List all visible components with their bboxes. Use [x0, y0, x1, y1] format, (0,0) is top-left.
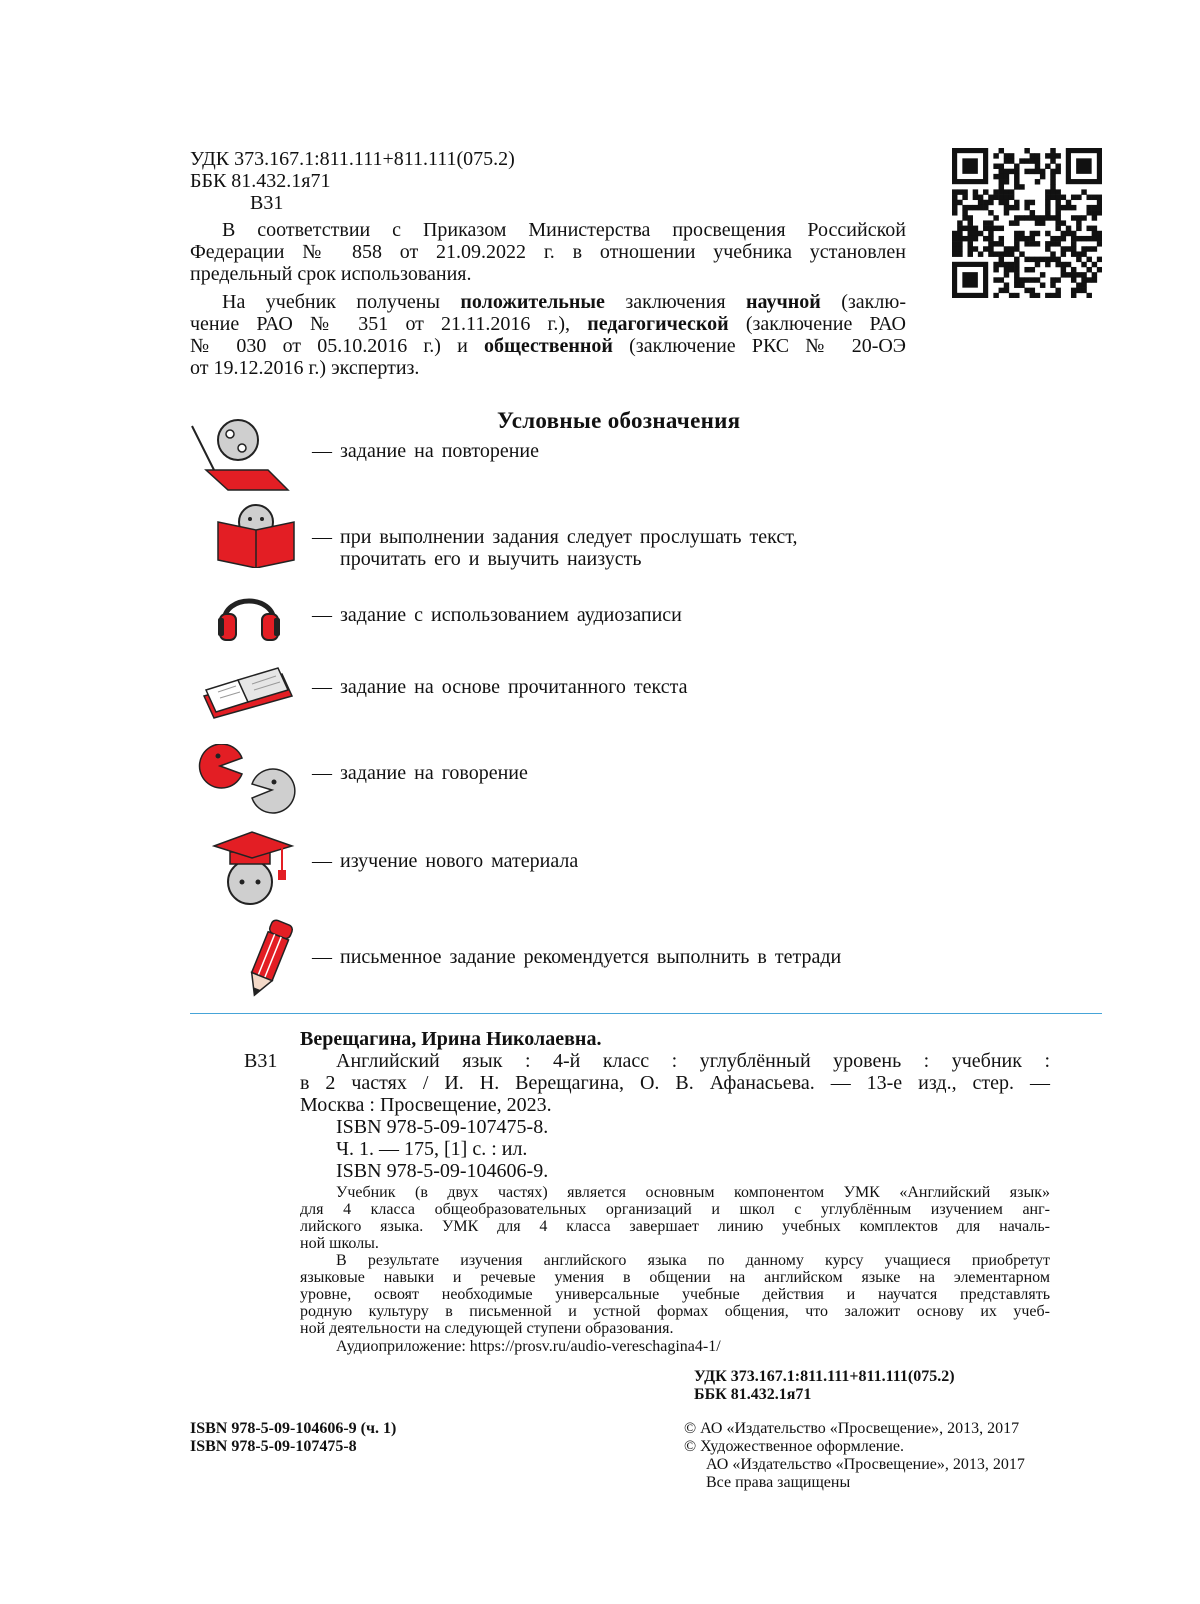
graduation-cap-icon: [212, 826, 296, 906]
catalog-abstract-2: [300, 1252, 1050, 1337]
repetition-icon: [188, 418, 296, 492]
memorize-icon: [216, 502, 296, 568]
legend-item-new-material: — изучение нового материала: [312, 850, 579, 872]
headphones-icon: [218, 584, 280, 642]
catalog-title: [300, 1050, 1050, 1116]
copyright-design: © Художественное оформление.: [684, 1438, 905, 1455]
abstract-line: уровне, освоят необходимые универсальные учебные действия и научатся представлять: [300, 1286, 1050, 1303]
notice-line: предельный срок использования.: [190, 263, 472, 285]
legend-title: Условные обозначения: [497, 408, 741, 433]
legend-item-speaking: — задание на говорение: [312, 762, 528, 784]
pencil-icon: [240, 918, 298, 1000]
catalog-abstract-1: [300, 1184, 1050, 1252]
catalog-udk: УДК 373.167.1:811.111+811.111(075.2): [694, 1368, 955, 1385]
catalog-author: Верещагина, Ирина Николаевна.: [300, 1028, 602, 1050]
audio-link: Аудиоприложение: https://prosv.ru/audio-vereschagina4-1/: [336, 1338, 721, 1355]
legend-item-repetition: — задание на повторение: [312, 440, 539, 462]
abstract-line: Учебник (в двух частях) является основным компонентом УМК «Английский язык»: [336, 1184, 1050, 1201]
catalog-bbk: ББК 81.432.1я71: [694, 1386, 812, 1403]
notice-line: Федерации № 858 от 21.09.2022 г. в отношении учебника установлен: [190, 241, 906, 263]
abstract-line: В результате изучения английского языка по данному курсу учащиеся приобретут: [336, 1252, 1050, 1269]
abstract-line: лийского языка. УМК для 4 класса завершает линию учебных комплектов для началь-: [300, 1218, 1050, 1235]
catalog-title-line: в 2 частях / И. Н. Верещагина, О. В. Афанасьева. — 13-е изд., стер. —: [300, 1072, 1050, 1094]
legend-item-reading: — задание на основе прочитанного текста: [312, 676, 688, 698]
legend-item-memorize: — при выполнении задания следует прослушать текст,: [312, 526, 798, 548]
legend-item-writing: — письменное задание рекомендуется выполнить в тетради: [312, 946, 842, 968]
expertise-line: чение РАО № 351 от 21.11.2016 г.), педагогической (заключение РАО: [190, 313, 906, 335]
legend-item-audio: — задание с использованием аудиозаписи: [312, 604, 682, 626]
expertise-line: № 030 от 05.10.2016 г.) и общественной (заключение РКС № 20-ОЭ: [190, 335, 906, 357]
abstract-line: языковые навыки и речевые умения в общении на английском языке на элементарном: [300, 1269, 1050, 1286]
usage-term-notice: [190, 219, 906, 285]
open-book-icon: [202, 656, 298, 726]
abstract-line: ной деятельности на следующей ступени образования.: [300, 1320, 674, 1337]
legend-item-memorize-cont: прочитать его и выучить наизусть: [340, 548, 642, 570]
speaking-icon: [198, 744, 298, 814]
footer-isbn-total: ISBN 978-5-09-107475-8: [190, 1438, 357, 1455]
catalog-code: В31: [244, 1050, 278, 1072]
expertise-line: от 19.12.2016 г.) экспертиз.: [190, 357, 420, 379]
catalog-pages: Ч. 1. — 175, [1] с. : ил.: [336, 1138, 528, 1160]
qr-code: [952, 148, 1102, 298]
catalog-title-line: Москва : Просвещение, 2023.: [300, 1094, 552, 1116]
author-mark: В31: [250, 192, 284, 214]
copyright-publisher: © АО «Издательство «Просвещение», 2013, 2017: [684, 1420, 1020, 1437]
expertise-line: На учебник получены положительные заключения научной (заклю-: [222, 291, 906, 313]
section-divider: [190, 1013, 1102, 1014]
bbk-code: ББК 81.432.1я71: [190, 170, 331, 192]
udk-code: УДК 373.167.1:811.111+811.111(075.2): [190, 148, 515, 170]
catalog-isbn-part: ISBN 978-5-09-104606-9.: [336, 1160, 549, 1182]
catalog-isbn-set: ISBN 978-5-09-107475-8.: [336, 1116, 549, 1138]
rights-reserved: Все права защищены: [706, 1474, 851, 1491]
footer-isbn-part: ISBN 978-5-09-104606-9 (ч. 1): [190, 1420, 397, 1437]
notice-line: В соответствии с Приказом Министерства просвещения Российской: [222, 219, 906, 241]
abstract-line: ной школы.: [300, 1235, 379, 1252]
abstract-line: родную культуру в письменной и устной формах общения, что заложит основу их учеб-: [300, 1303, 1050, 1320]
copyright-design-holder: АО «Издательство «Просвещение», 2013, 2017: [706, 1456, 1025, 1473]
expertise-notice: [190, 291, 906, 379]
catalog-title-line: Английский язык : 4-й класс : углублённый уровень : учебник :: [336, 1050, 1050, 1072]
abstract-line: для 4 класса общеобразовательных организаций и школ с углублённым изучением анг-: [300, 1201, 1050, 1218]
